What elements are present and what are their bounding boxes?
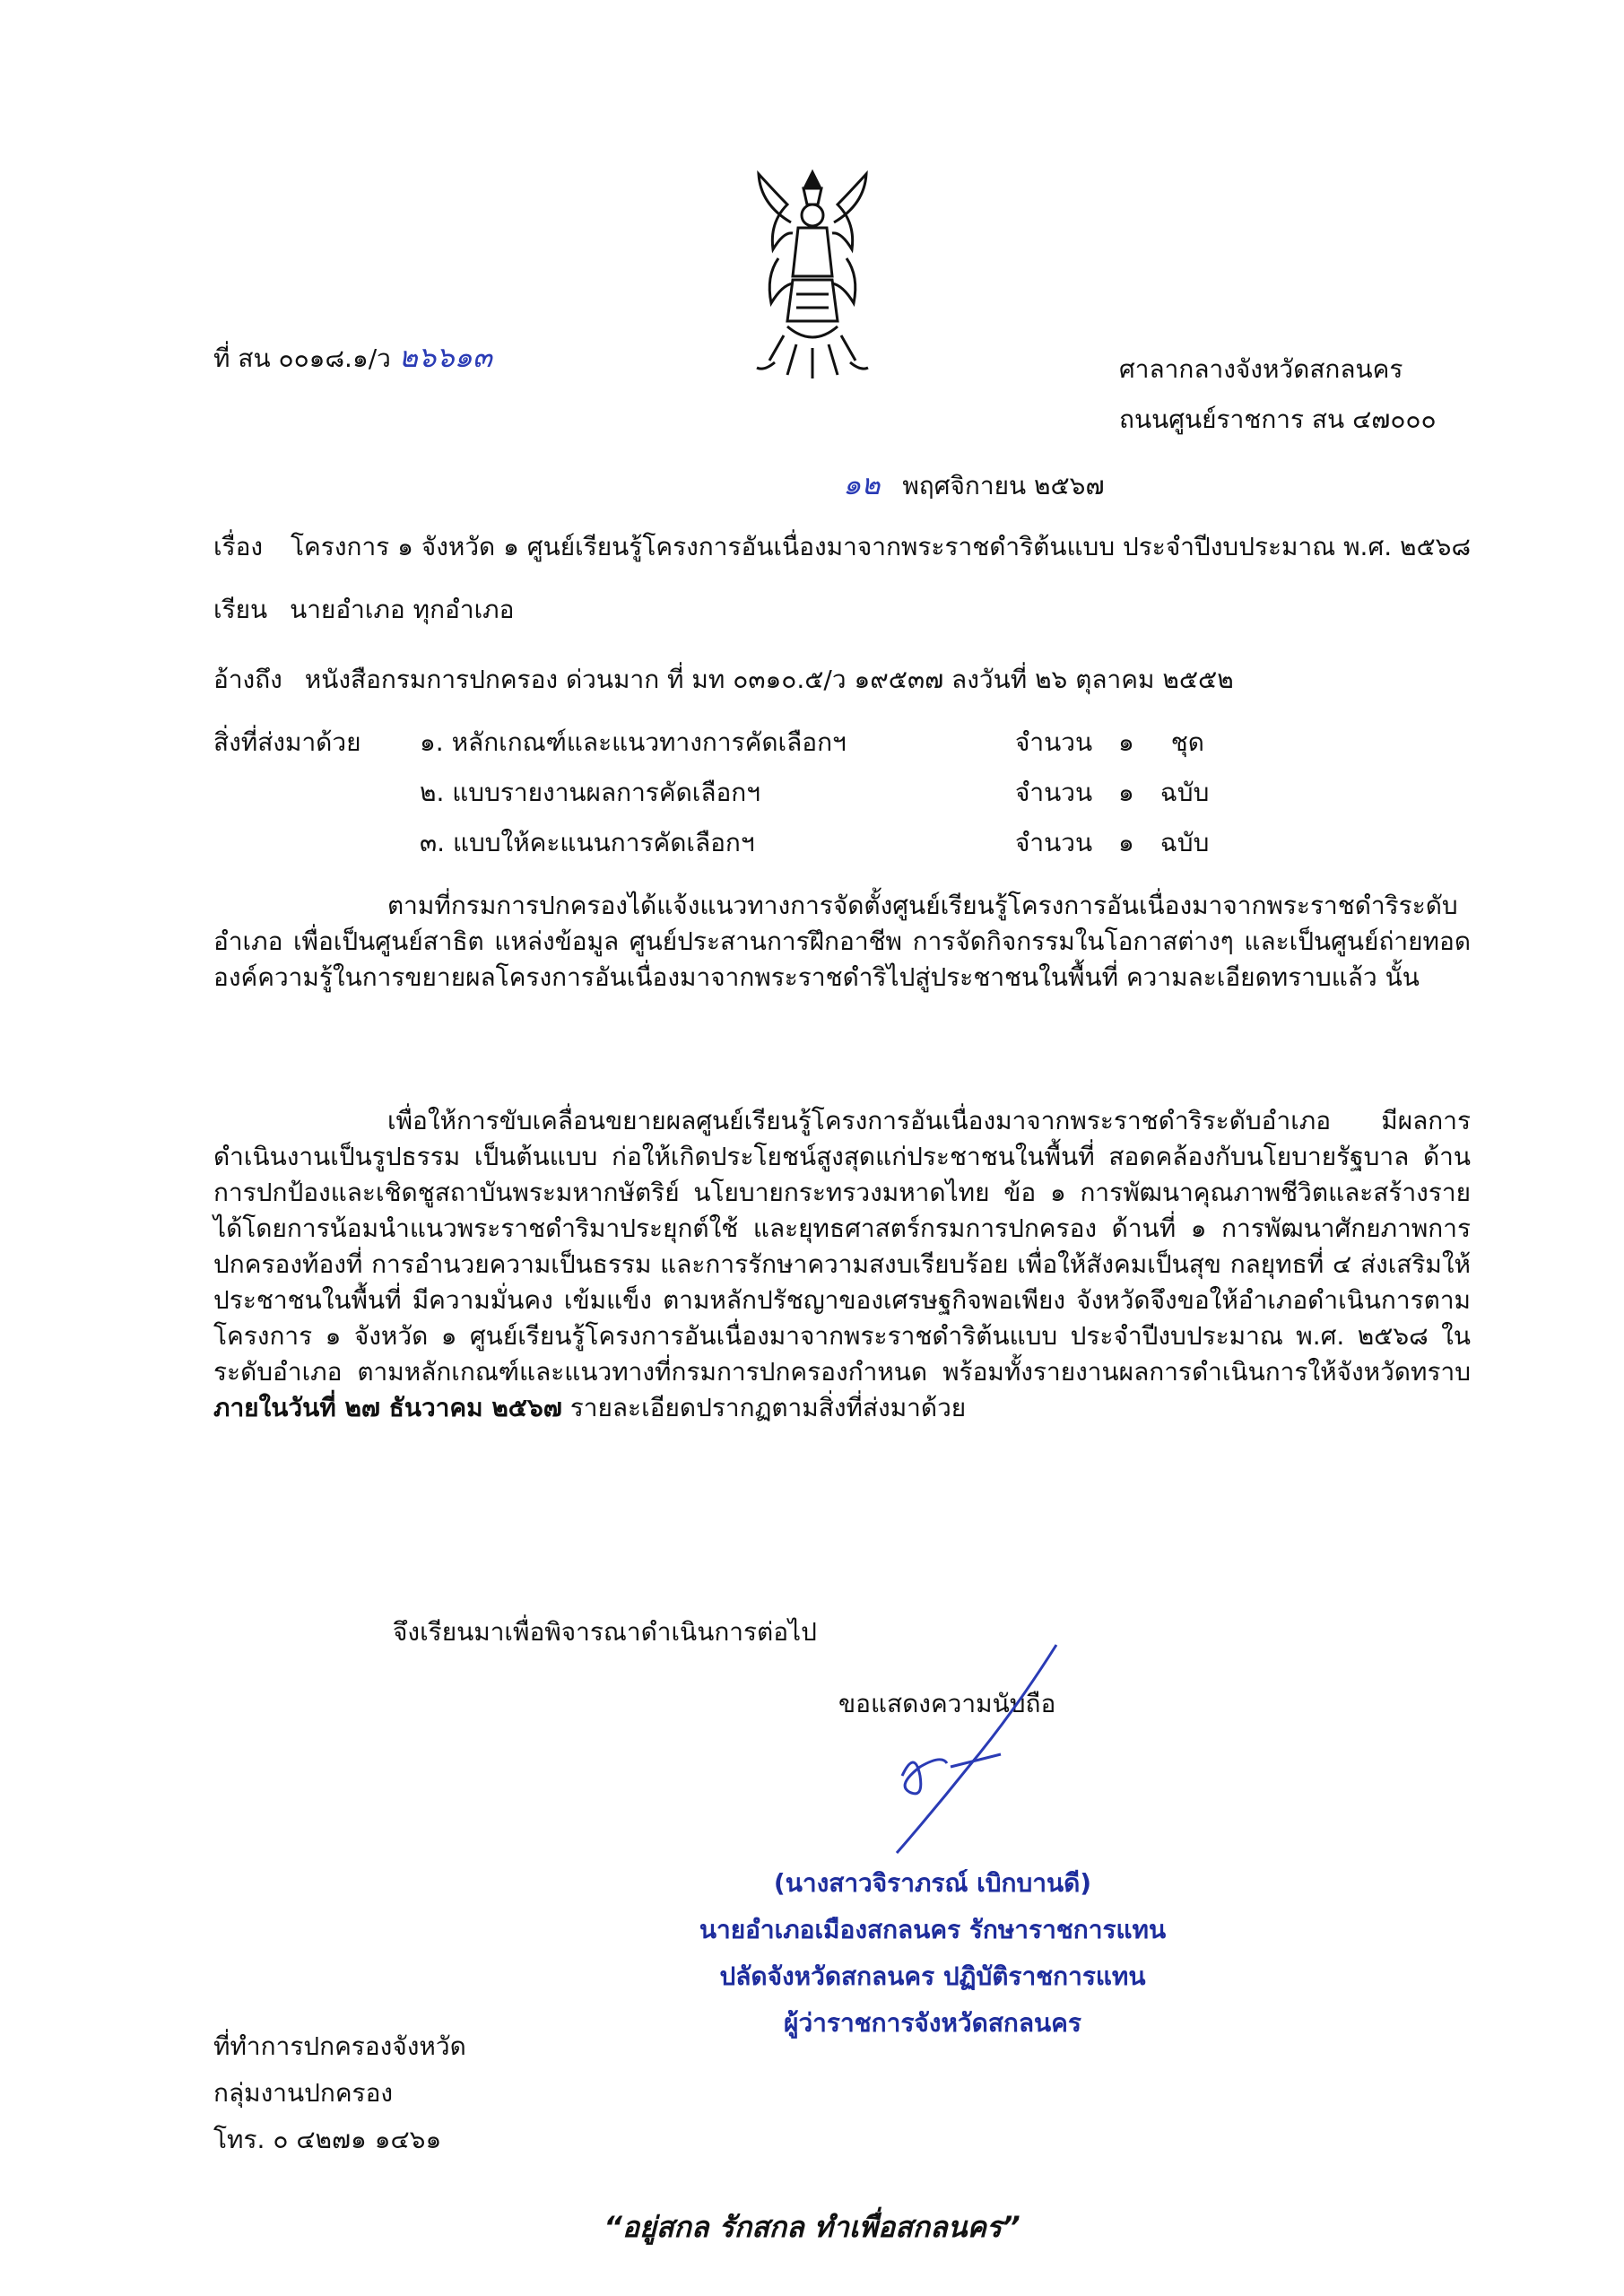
signatory-title-3: ผู้ว่าราชการจังหวัดสกลนคร [784, 2008, 1081, 2038]
recipient-line [213, 592, 514, 628]
reference-number [213, 339, 492, 377]
reference-line [213, 662, 1234, 698]
date-day-handwritten: ๑๒ [843, 467, 881, 501]
signatory-block [682, 1866, 1184, 2041]
body-paragraph-2: เพื่อให้การขับเคลื่อนขยายผลศูนย์เรียนรู้โครงการอันเนื่องมาจากพระราชดำริระดับอำเภอ มีผลการดำเนินงานเป็นรูปธรรม เป็นต้นแบบ ก่อให้เกิดประโยชน์สูงสุดแก่ประชาชนในพื้นที่ สอดคล้องกับนโยบายรัฐบาล ด้านการปกป้องและเชิดชูสถาบันพระมหากษัตริย์ นโยบายกระทรวงมหาดไทย ข้อ ๑ การพัฒนาคุณภาพชีวิตและสร้างรายได้โดยการน้อมนำแนวพระราชดำริมาประยุกต์ใช้ และยุทธศาสตร์กรมการปกครอง ด้านที่ ๑ การพัฒนาศักยภาพการปกครองท้องที่ การอำนวยความเป็นธรรม และการรักษาความสงบเรียบร้อย เพื่อให้สังคมเป็นสุข กลยุทธที่ ๔ ส่งเสริมให้ประชาชนในพื้นที่ มีความมั่นคง เข้มแข็ง ตามหลักปรัชญาของเศรษฐกิจพอเพียง จังหวัดจึงขอให้อำเภอดำเนินการตามโครงการ ๑ จังหวัด ๑ ศูนย์เรียนรู้โครงการอันเนื่องมาจากพระราชดำริต้นแบบ ประจำปีงบประมาณ พ.ศ. ๒๕๖๘ ในระดับอำเภอ ตามหลักเกณฑ์และแนวทางที่กรมการปกครองกำหนด พร้อมทั้งรายงานผลการดำเนินการให้จังหวัดทราบ ภายในวันที่ ๒๗ ธันวาคม ๒๕๖๗ รายละเอียดปรากฏตามสิ่งที่ส่งมาด้วย [213, 1106, 1471, 1422]
office-address-line2: ถนนศูนย์ราชการ สน ๔๗๐๐๐ [1119, 404, 1437, 434]
attachment-name: ๑. หลักเกณฑ์และแนวทางการคัดเลือกฯ [420, 727, 847, 757]
attachment-item [420, 725, 847, 761]
recipient-text: นายอำเภอ ทุกอำเภอ [290, 595, 515, 624]
attachments-label: สิ่งที่ส่งมาด้วย [213, 727, 361, 757]
signatory-name: (นางสาวจิราภรณ์ เบิกบานดี) [773, 1868, 1092, 1898]
footer-division: กลุ่มงานปกครอง [213, 2078, 394, 2108]
attachment-item [420, 775, 760, 811]
attachment-name: ๒. แบบรายงานผลการคัดเลือกฯ [420, 778, 760, 807]
reference-handwritten-number: ๒๖๖๑๓ [398, 340, 492, 374]
attachment-qty: จำนวน ๑ ฉบับ [1015, 828, 1210, 857]
reference-prefix: ที่ สน ๐๐๑๘.๑/ว [213, 344, 391, 373]
date-month-year: พฤศจิกายน ๒๕๖๗ [902, 471, 1105, 500]
subject-label: เรื่อง [213, 532, 264, 561]
subject-text: โครงการ ๑ จังหวัด ๑ ศูนย์เรียนรู้โครงการอันเนื่องมาจากพระราชดำริต้นแบบ ประจำปีงบประมาณ พ.ศ. ๒๕๖๘ [291, 532, 1472, 561]
recipient-label: เรียน [213, 595, 268, 624]
province-motto: “อยู่สกล รักสกล ทำเพื่อสกลนคร” [604, 2210, 1020, 2244]
signatory-title-2: ปลัดจังหวัดสกลนคร ปฏิบัติราชการแทน [719, 1961, 1146, 1991]
garuda-emblem-icon [751, 169, 873, 382]
reference-label: อ้างถึง [213, 665, 282, 694]
attachment-qty: จำนวน ๑ ชุด [1015, 727, 1204, 757]
reference-text: หนังสือกรมการปกครอง ด่วนมาก ที่ มท ๐๓๑๐.๕/ว ๑๙๕๓๗ ลงวันที่ ๒๖ ตุลาคม ๒๕๕๒ [304, 665, 1234, 694]
closing-regards: ขอแสดงความนับถือ [838, 1689, 1056, 1718]
attachment-item [420, 825, 755, 861]
attachment-qty: จำนวน ๑ ฉบับ [1015, 778, 1210, 807]
signatory-title-1: นายอำเภอเมืองสกลนคร รักษาราชการแทน [699, 1915, 1167, 1944]
office-address-line1: ศาลากลางจังหวัดสกลนคร [1119, 354, 1403, 384]
subject-line [213, 529, 1471, 565]
footer-office: ที่ทำการปกครองจังหวัด [213, 2031, 466, 2061]
footer-phone: โทร. ๐ ๔๒๗๑ ๑๔๖๑ [213, 2125, 442, 2154]
body-paragraph-3: จึงเรียนมาเพื่อพิจารณาดำเนินการต่อไป [393, 1617, 817, 1647]
body-paragraph-1: ตามที่กรมการปกครองได้แจ้งแนวทางการจัดตั้งศูนย์เรียนรู้โครงการอันเนื่องมาจากพระราชดำริระดับอำเภอ เพื่อเป็นศูนย์สาธิต แหล่งข้อมูล ศูนย์ประสานการฝึกอาชีพ การจัดกิจกรรมในโอกาสต่างๆ และเป็นศูนย์ถ่ายทอดองค์ความรู้ในการขยายผลโครงการอันเนื่องมาจากพระราชดำริไปสู่ประชาชนในพื้นที่ ความละเอียดทราบแล้ว นั้น [213, 891, 1471, 992]
deadline-text: ภายในวันที่ ๒๗ ธันวาคม ๒๕๖๗ [213, 1393, 562, 1422]
attachment-name: ๓. แบบให้คะแนนการคัดเลือกฯ [420, 828, 755, 857]
handwritten-signature [834, 1641, 1067, 1866]
letter-date [843, 466, 1105, 504]
